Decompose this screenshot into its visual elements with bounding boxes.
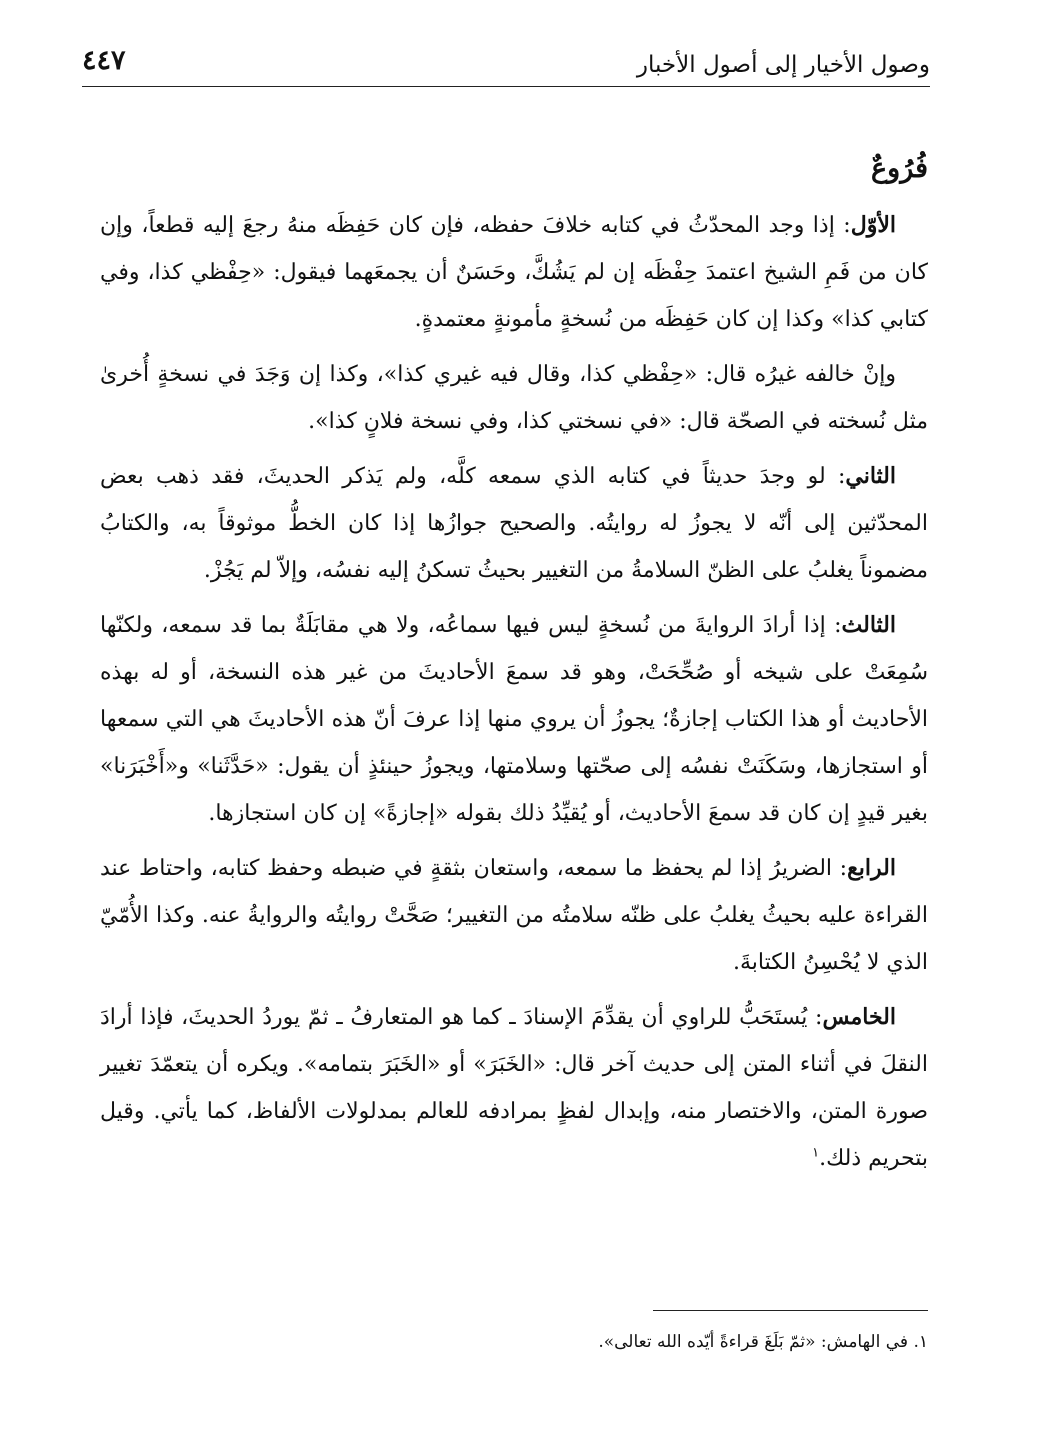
paragraph-second	[100, 453, 928, 594]
paragraph-text: : إذا وجد المحدّثُ في كتابه خلافَ حفظه، فإن كان حَفِظَه منهُ رجعَ إليه قطعاً، وإن كان من فَمِ الشيخ اعتمدَ حِفْظَه إن لم يَشُكَّ، وحَسَنٌ أن يجمعَهما فيقول: «حِفْظي كذا، وفي كتابي كذا» وكذا إن كان حَفِظَه من نُسخةٍ مأمونةٍ معتمدةٍ.	[100, 213, 928, 332]
paragraph-fifth	[100, 994, 928, 1182]
paragraph-text: : إذا أرادَ الروايةَ من نُسخةٍ ليس فيها سماعُه، ولا هي مقابَلَةٌ بما قد سمعه، ولكنّها سُمِعَتْ على شيخه أو صُحِّحَتْ، وهو قد سمعَ الأحاديثَ من غير هذه النسخة، أو له بهذه الأحاديث أو هذا الكتاب إجازةٌ؛ يجوزُ أن يروي منها إذا عرفَ أنّ هذه الأحاديثَ هي التي سمعها أو استجازها، وسَكَنَتْ نفسُه إلى صحّتها وسلامتها، ويجوزُ حينئذٍ أن يقول: «حَدَّثَنا» و«أَخْبَرَنا» بغير قيدٍ إن كان قد سمعَ الأحاديث، أو يُقيِّدُ ذلك بقوله «إجازةً» إن كان استجازها.	[100, 613, 928, 826]
paragraph-lead: الخامس	[822, 1004, 896, 1030]
footnote	[110, 1328, 928, 1356]
footnote-rule	[653, 1310, 928, 1311]
running-title: وصول الأخيار إلى أصول الأخبار	[636, 52, 930, 78]
footnote-number: ١.	[913, 1332, 928, 1352]
paragraph-third	[100, 602, 928, 837]
paragraph-first	[100, 202, 928, 343]
header-rule	[82, 86, 930, 87]
paragraph-text: : يُستَحَبُّ للراوي أن يقدِّمَ الإسنادَ ـ كما هو المتعارفُ ـ ثمّ يوردُ الحديثَ، فإذا أرادَ النقلَ في أثناء المتن إلى حديث آخر قال: «الخَبَرَ» أو «الخَبَرَ بتمامه». ويكره أن يتعمّدَ تغيير صورة المتن، والاختصار منه، وإبدال لفظٍ بمرادفه للعالم بمدلولات الألفاظ، كما يأتي. وقيل بتحريم ذلك.	[100, 1005, 928, 1171]
footnote-marker[interactable]: ١	[812, 1145, 820, 1161]
paragraph-lead: الثالث	[841, 612, 896, 638]
paragraph-text: وإنْ خالفه غيرُه قال: «حِفْظي كذا، وقال فيه غيري كذا»، وكذا إن وَجَدَ في نسخةٍ أُخرىٰ مثل نُسخته في الصحّة قال: «في نسختي كذا، وفي نسخة فلانٍ كذا».	[100, 362, 928, 434]
paragraph-lead: الأوّل	[850, 212, 896, 238]
paragraph-fourth	[100, 845, 928, 986]
paragraph-lead: الثاني	[845, 463, 896, 489]
paragraph-text: : لو وجدَ حديثاً في كتابه الذي سمعه كلَّه، ولم يَذكر الحديثَ، فقد ذهب بعض المحدّثين إلى أنّه لا يجوزُ له روايتُه. والصحيح جوازُها إذا كان الخطُّ موثوقاً به، والكتابُ مضموناً يغلبُ على الظنّ السلامةُ من التغيير بحيثُ تسكنُ إليه نفسُه، وإلاّ لم يَجُزْ.	[100, 464, 928, 583]
page-number: ٤٤٧	[82, 45, 126, 76]
footnote-text: في الهامش: «ثمّ بَلَغَ قراءةً أيّده الله تعالى».	[598, 1332, 909, 1352]
paragraph-continuation	[100, 351, 928, 445]
paragraph-lead: الرابع	[847, 855, 896, 881]
running-header	[82, 38, 930, 88]
section-heading: فُرُوعٌ	[871, 153, 928, 184]
paragraph-text: : الضريرُ إذا لم يحفظ ما سمعه، واستعان بثقةٍ في ضبطه وحفظ كتابه، واحتاط عند القراءة عليه بحيثُ يغلبُ على ظنّه سلامتُه من التغيير؛ صَحَّتْ روايتُه والروايةُ عنه. وكذا الأُمّيّ الذي لا يُحْسِنُ الكتابةَ.	[100, 856, 928, 975]
main-text	[100, 142, 928, 1190]
